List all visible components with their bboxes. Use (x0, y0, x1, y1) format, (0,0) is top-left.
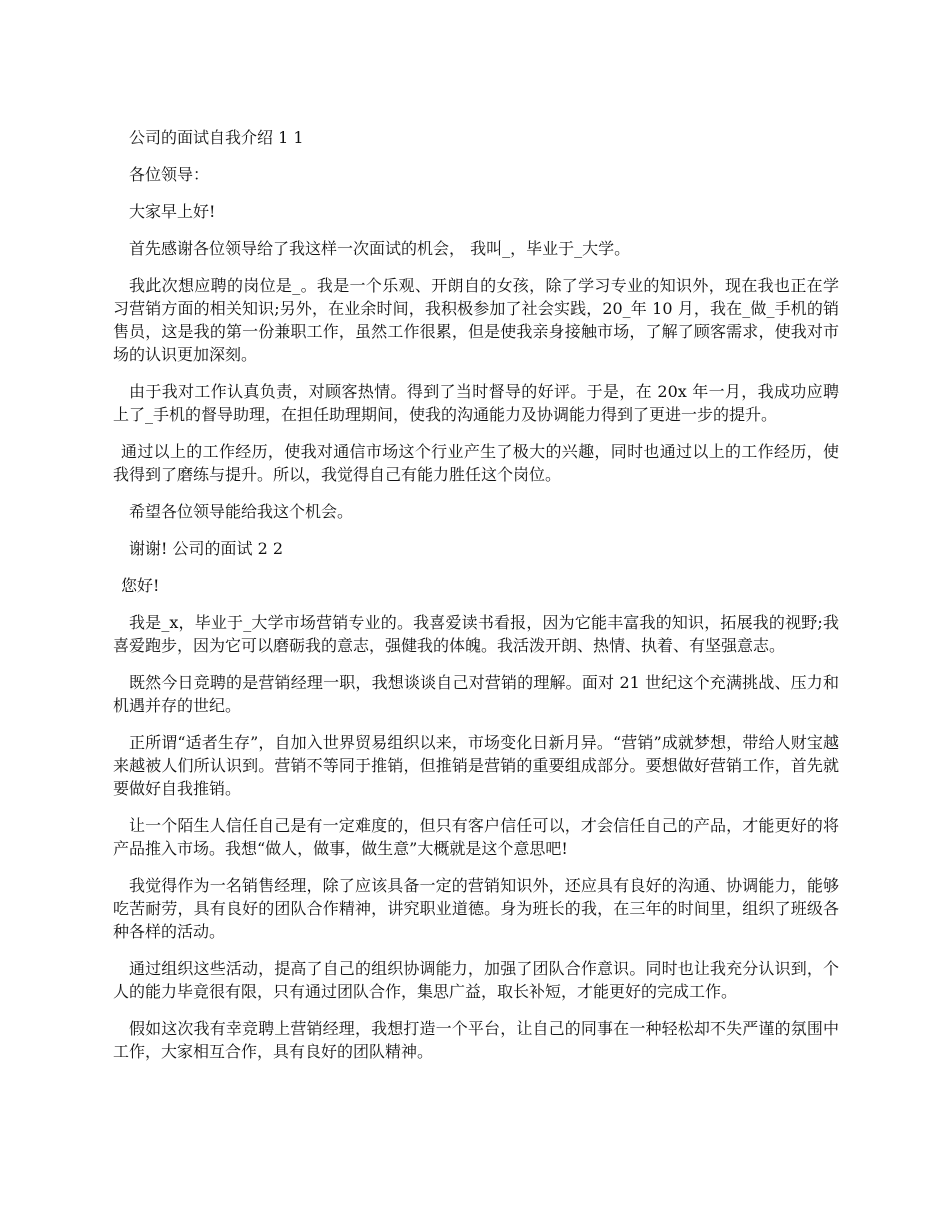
greeting: 大家早上好! (129, 202, 216, 221)
paragraph-trust: 让一个陌生人信任自己是有一定难度的，但只有客户信任可以，才会信任自己的产品，才能更好的将产品推入市场。我想“做人，做事，做生意”大概就是这个意思吧! (113, 816, 839, 858)
paragraph-position: 我此次想应聘的岗位是_。我是一个乐观、开朗自的女孩，除了学习专业的知识外，现在我也正在学习营销方面的相关知识;另外，在业余时间，我积极参加了社会实践，20_年 10 月，我在_做_手机的销售员，这是我的第一份兼职工作，虽然工作很累，但是使我亲身接触市场，了解了顾客需求，使我对市场的认识更加深刻。 (113, 276, 839, 364)
paragraph-self-intro: 我是_x，毕业于_大学市场营销专业的。我喜爱读书看报，因为它能丰富我的知识，拓展我的视野;我喜爱跑步，因为它可以磨砺我的意志，强健我的体魄。我活泼开朗、热情、执着、有坚强意志。 (113, 613, 839, 655)
paragraph-experience: 通过以上的工作经历，使我对通信市场这个行业产生了极大的兴趣，同时也通过以上的工作经历，使我得到了磨练与提升。所以，我觉得自己有能力胜任这个岗位。 (113, 442, 839, 484)
greeting-two: 您好! (121, 576, 160, 595)
paragraph-marketing-view: 既然今日竞聘的是营销经理一职，我想谈谈自己对营销的理解。面对 21 世纪这个充满挑战、压力和机遇并存的世纪。 (113, 673, 839, 715)
section-two-title: 谢谢! 公司的面试 2 2 (129, 539, 284, 558)
paragraph-survival: 正所谓“适者生存”，自加入世界贸易组织以来，市场变化日新月异。“营销”成就梦想，带给人财宝越来越被人们所认识到。营销不等同于推销，但推销是营销的重要组成部分。要想做好营销工作，首先就要做好自我推销。 (113, 733, 839, 798)
paragraph-intro: 首先感谢各位领导给了我这样一次面试的机会， 我叫_，毕业于_大学。 (129, 239, 631, 258)
document-page (113, 126, 839, 1077)
paragraph-work: 由于我对工作认真负责，对顾客热情。得到了当时督导的好评。于是，在 20x 年一月，我成功应聘上了_手机的督导助理，在担任助理期间，使我的沟通能力及协调能力得到了更进一步的提升。 (113, 382, 839, 424)
salutation: 各位领导： (129, 165, 210, 184)
paragraph-hope: 希望各位领导能给我这个机会。 (129, 502, 354, 521)
paragraph-skills: 我觉得作为一名销售经理，除了应该具备一定的营销知识外，还应具有良好的沟通、协调能力，能够吃苦耐劳，具有良好的团队合作精神，讲究职业道德。身为班长的我，在三年的时间里，组织了班级各种各样的活动。 (113, 876, 839, 941)
paragraph-teamwork: 通过组织这些活动，提高了自己的组织协调能力，加强了团队合作意识。同时也让我充分认识到，个人的能力毕竟很有限，只有通过团队合作，集思广益，取长补短，才能更好的完成工作。 (113, 959, 839, 1001)
paragraph-platform: 假如这次我有幸竞聘上营销经理，我想打造一个平台，让自己的同事在一种轻松却不失严谨的氛围中工作，大家相互合作，具有良好的团队精神。 (113, 1019, 839, 1061)
document-title: 公司的面试自我介绍 1 1 (129, 128, 304, 147)
